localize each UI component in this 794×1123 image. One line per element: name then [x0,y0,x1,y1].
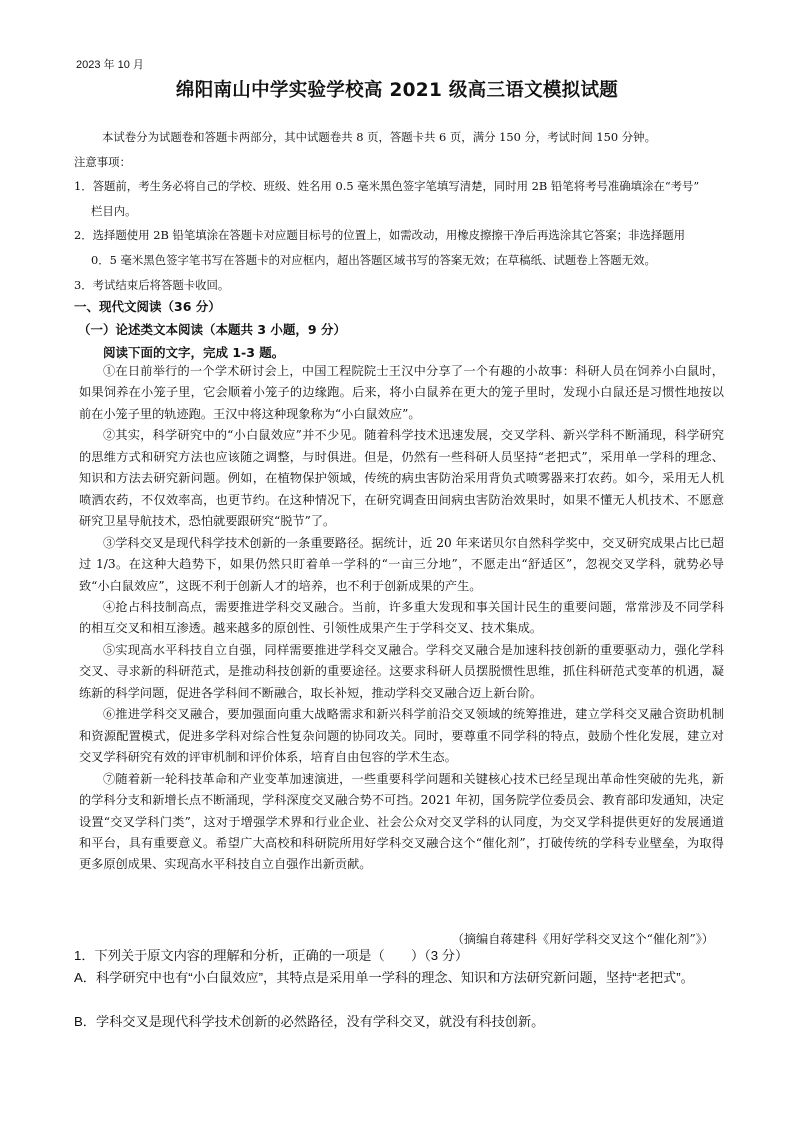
subsection-heading: （一）论述类文本阅读（本题共 3 小题，9 分） [78,322,346,337]
instructions-block [74,125,720,297]
passage-paragraph-5: ⑤实现高水平科技自立自强，同样需要推进学科交叉融合。学科交叉融合是加速科技创新的重要驱动力，强化学科交叉、寻求新的科研范式，是推动科技创新的重要途径。这要求科研人员摆脱惯性思维，抓住科研范式变革的机遇，凝练新的科学问题，促进各学科间不断融合，取长补短，推动学科交叉融合迈上新台阶。 [79,642,724,700]
passage-paragraph-7: ⑦随着新一轮科技革命和产业变革加速演进，一些重要科学问题和关键核心技术已经呈现出革命性突破的先兆，新的学科分支和新增长点不断涌现，学科深度交叉融合势不可挡。2021 年初，国务院学位委员会、教育部印发通知，决定设置“交叉学科门类”，这对于增强学术界和行业企业、社会公众对交叉学科的认同度，为交叉学科提供更好的发展通道和平台，具有重要意义。希望广大高校和科研院所用好学科交叉融合这个“催化剂”，打破传统的学科专业壁垒，为取得更多原创成果、实现高水平科技自立自强作出新贡献。 [79,771,724,872]
section-heading: 一、现代文阅读（36 分） [74,299,221,314]
passage-attribution: （摘编自蒋建科《用好学科交叉这个“催化剂”》） [451,932,714,946]
question-1-option-a: A．科学研究中也有“小白鼠效应”，其特点是采用单一学科的理念、知识和方法研究新问题，坚持“老把式”。 [74,970,694,985]
passage-paragraph-3: ③学科交叉是现代科学技术创新的一条重要路径。据统计，近 20 年来诺贝尔自然科学奖中，交叉研究成果占比已超过 1/3。在这种大趋势下，如果仍然只盯着单一学科的“一亩三分地”，不愿走出“舒适区”，忽视交叉学科，就势必导致“小白鼠效应”，这既不利于创新人才的培养，也不利于创新成果的产生。 [79,535,724,593]
note-3: 3．考试结束后将答题卡收回。 [74,277,230,292]
exam-overview: 本试卷分为试题卷和答题卡两部分，其中试题卷共 8 页，答题卡共 6 页，满分 150 分，考试时间 150 分钟。 [102,130,656,144]
question-1-option-b: B．学科交叉是现代科学技术创新的必然路径，没有学科交叉，就没有科技创新。 [74,1014,545,1029]
notes-heading: 注意事项： [74,154,131,169]
reading-prompt: 阅读下面的文字，完成 1-3 题。 [103,345,285,360]
exam-title: 绵阳南山中学实验学校高 2021 级高三语文模拟试题 [175,80,619,101]
note-2-line-1: 2．选择题使用 2B 铅笔填涂在答题卡对应题目标号的位置上，如需改动，用橡皮擦擦干净后再选涂其它答案；非选择题用 [74,228,686,243]
exam-date: 2023 年 10 月 [76,59,144,71]
question-1-stem: 1．下列关于原文内容的理解和分析，正确的一项是（ ）（3 分） [74,948,469,963]
passage-paragraph-2: ②其实，科学研究中的“小白鼠效应”并不少见。随着科学技术迅速发展，交叉学科、新兴学科不断涌现，科学研究的思维方式和研究方法也应该随之调整，与时俱进。但是，仍然有一些科研人员坚持“老把式”，采用单一学科的理念、知识和方法去研究新问题。例如，在植物保护领域，传统的病虫害防治采用背负式喷雾器来打农药。如今，采用无人机喷洒农药，不仅效率高，也更节约。在这种情况下，在研究调查田间病虫害防治效果时，如果不懂无人机技术、不愿意研究卫星导航技术，恐怕就要跟研究“脱节”了。 [79,428,724,529]
passage-paragraph-6: ⑥推进学科交叉融合，要加强面向重大战略需求和新兴科学前沿交叉领域的统筹推进，建立学科交叉融合资助机制和资源配置模式，促进多学科对综合性复杂问题的协同攻关。同时，要尊重不同学科的特点，鼓励个性化发展，建立对交叉学科研究有效的评审机制和评价体系，培育自由包容的学术生态。 [79,707,724,765]
note-1-line-1: 1．答题前，考生务必将自己的学校、班级、姓名用 0.5 毫米黑色签字笔填写清楚，同时用 2B 铅笔将考号准确填涂在“考号” [74,179,700,194]
passage-paragraph-1: ①在日前举行的一个学术研讨会上，中国工程院院士王汉中分享了一个有趣的小故事：科研人员在饲养小白鼠时，如果饲养在小笼子里，它会顺着小笼子的边缘跑。后来，将小白鼠养在更大的笼子里时，发现小白鼠还是习惯性地按以前在小笼子里的轨迹跑。王汉中将这种现象称为“小白鼠效应”。 [79,364,724,421]
reading-passage [79,361,724,876]
note-1-line-2: 栏目内。 [91,203,137,218]
passage-paragraph-4: ④抢占科技制高点，需要推进学科交叉融合。当前，许多重大发现和事关国计民生的重要问题，常常涉及不同学科的相互交叉和相互渗透。越来越多的原创性、引领性成果产生于学科交叉、技术集成。 [79,599,724,636]
note-2-line-2: 0．5 毫米黑色签字笔书写在答题卡的对应框内，超出答题区域书写的答案无效；在草稿纸、试题卷上答题无效。 [91,252,656,267]
